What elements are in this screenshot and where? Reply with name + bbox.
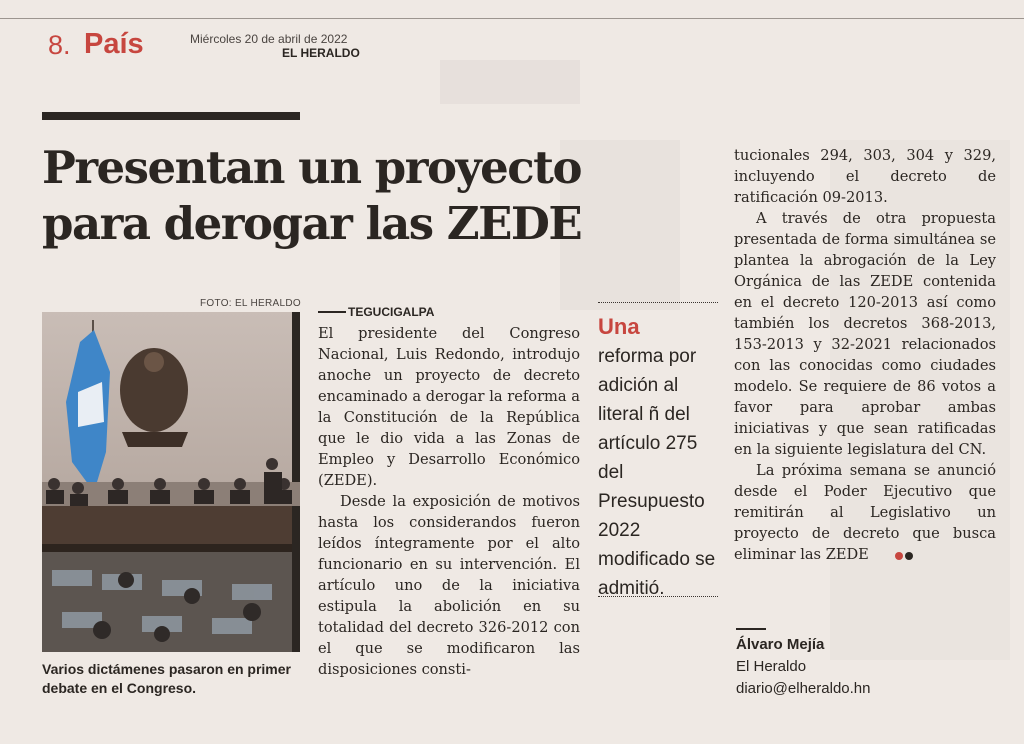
section-title: País xyxy=(84,28,144,60)
article-column-3 xyxy=(734,145,996,566)
paragraph-3: tucionales 294, 303, 304 y 329, incluyendo el decreto de ratificación 09-2013. xyxy=(734,147,996,206)
paragraph-5 xyxy=(734,460,996,566)
author-email: diario@elheraldo.hn xyxy=(736,680,871,697)
author-organization: El Heraldo xyxy=(736,658,807,675)
dateline: TEGUCIGALPA xyxy=(348,305,435,319)
end-mark-icon xyxy=(873,545,915,566)
pullquote-text: reforma por adición al literal ñ del artículo 275 del Presupuesto 2022 modificado se admitió. xyxy=(598,346,716,599)
author-name: Álvaro Mejía xyxy=(736,636,825,653)
headline-line-2: para derogar las ZEDE xyxy=(42,197,582,250)
article-column-1 xyxy=(318,323,580,680)
congress-photo-illustration xyxy=(42,312,300,652)
article-headline xyxy=(42,140,682,252)
paragraph-1: El presidente del Congreso Nacional, Luis Redondo, introdujo anoche un proyecto de decreto encaminado a derogar la reforma a la Constitución de la República que le dio vida a las Zonas de Empleo y Desarrollo Económico (ZEDE). xyxy=(318,325,580,489)
pullquote-lead: Una xyxy=(598,314,640,339)
issue-date: Miércoles 20 de abril de 2022 xyxy=(190,32,348,46)
headline-rule xyxy=(42,112,300,120)
top-rule xyxy=(0,18,1024,19)
paragraph-5-text: La próxima semana se anunció desde el Poder Ejecutivo que remitirán al Legislativo un proyecto de decreto que busca eliminar las ZEDE xyxy=(734,462,996,563)
newspaper-name: EL HERALDO xyxy=(282,46,360,60)
paragraph-4: A través de otra propuesta presentada de forma simultánea se plantea la abrogación de la Ley Orgánica de las ZEDE contenida en el decreto 120-2013 así como también los decretos 368-2013, 153-2013 y 32-2021 relacionados con las conocidas como ciudades modelo. Se requiere de 86 votos a favor para aprobar ambas iniciativas y que sean ratificadas en la siguiente legislatura del CN. xyxy=(734,210,996,458)
headline-line-1: Presentan un proyecto xyxy=(42,141,581,194)
dateline-rule xyxy=(318,311,346,313)
photo-credit: FOTO: EL HERALDO xyxy=(200,298,301,309)
pullquote-top-rule xyxy=(598,302,718,303)
photo-caption: Varios dictámenes pasaron en primer debate en el Congreso. xyxy=(42,661,291,696)
congress-photo xyxy=(42,312,300,652)
author-rule xyxy=(736,628,766,630)
pullquote-bottom-rule xyxy=(598,596,718,597)
page-number: 8. xyxy=(48,30,71,60)
paragraph-2: Desde la exposición de motivos hasta los considerandos fueron leídos íntegramente por el alto funcionario en su intervención. El artículo uno de la iniciativa estipula la abolición en su totalidad del decreto 326-2012 con el que se modificaron las disposiciones consti- xyxy=(318,493,580,678)
